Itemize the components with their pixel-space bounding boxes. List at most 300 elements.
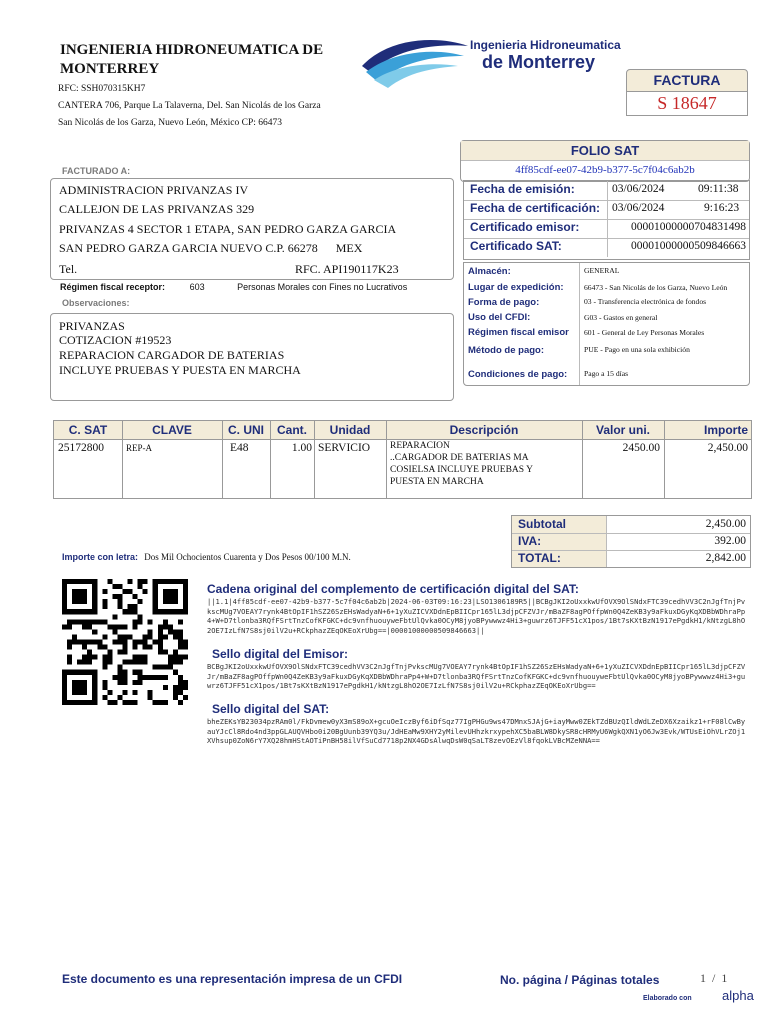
qr-module (122, 634, 127, 639)
observaciones-line: INCLUYE PRUEBAS Y PUESTA EN MARCHA (59, 363, 301, 377)
qr-module (133, 604, 138, 609)
cert-value: 00001000000704831498 (631, 221, 746, 233)
regimen-receptor-code: 603 (189, 282, 205, 292)
qr-module (168, 609, 173, 614)
qr-module (82, 660, 87, 665)
item-csat: 25172800 (58, 442, 104, 454)
qr-module (163, 650, 168, 655)
qr-module (128, 660, 133, 665)
qr-module (133, 660, 138, 665)
qr-module (117, 604, 122, 609)
qr-module (158, 624, 163, 629)
qr-module (97, 645, 102, 650)
qr-module (173, 650, 178, 655)
qr-module (72, 680, 77, 685)
qr-module (122, 690, 127, 695)
qr-module (102, 634, 107, 639)
logo-text-line1: Ingenieria Hidroneumatica (470, 38, 621, 52)
billto-tel: Tel. (59, 262, 78, 276)
qr-module (77, 639, 82, 644)
qr-module (72, 579, 77, 584)
info-value: Pago a 15 días (584, 369, 629, 378)
qr-module (128, 589, 133, 594)
qr-module (82, 680, 87, 685)
qr-module (173, 685, 178, 690)
qr-module (67, 655, 72, 660)
qr-module (77, 680, 82, 685)
qr-module (62, 680, 67, 685)
qr-module (163, 609, 168, 614)
qr-module (163, 619, 168, 624)
date-label: Fecha de certificación: (470, 201, 601, 215)
qr-module (82, 690, 87, 695)
item-description-line: COSIELSA INCLUYE PRUEBAS Y (390, 465, 533, 475)
qr-module (67, 670, 72, 675)
date-value: 03/06/2024 (612, 183, 665, 195)
company-logo (360, 36, 625, 88)
logo-text-line2: de Monterrey (482, 52, 596, 72)
qr-module (178, 609, 183, 614)
qr-module (112, 614, 117, 619)
qr-module (163, 700, 168, 705)
qr-module (72, 639, 77, 644)
qr-module (133, 655, 138, 660)
total-row-subtotal (512, 516, 750, 534)
qr-module (72, 670, 77, 675)
qr-module (163, 665, 168, 670)
qr-module (168, 624, 173, 629)
item-cuni: E48 (230, 442, 249, 454)
qr-module (138, 639, 143, 644)
qr-module (183, 680, 188, 685)
qr-module (92, 604, 97, 609)
total-value: 392.00 (714, 535, 746, 547)
qr-module (148, 629, 153, 634)
qr-module (62, 624, 67, 629)
cert-label: Certificado SAT: (470, 239, 562, 253)
qr-module (102, 685, 107, 690)
qr-module (87, 624, 92, 629)
qr-module (153, 639, 158, 644)
qr-module (128, 604, 133, 609)
item-unidad: SERVICIO (318, 442, 371, 454)
cadena-original-text: ||1.1|4ff85cdf-ee07-42b9-b377-5c7f04c6ab2b|2024-06-03T09:16:23|LSO1306189R5||BCBgJKI2oUxxkwUfOVX9OlSNdxFTC39cedhVV3C2nJgfTnjPvkscMUg7VOEAY7rynk4BtOpIF1hSZ26SzEHsWadyaN+6+1yXuZICVXDdnEpBIICpr165lL3djpCFZVJr/mBaZF8agPOffpWn0Q4ZeKB3y9aFkuxDGyKqXDBbWDhraPp4+W+D7tlonba3RQfFSrtTnzCofKFGKC+dc9vnfhuouyweFbtUlQvka0OCyM8jyoBPywwwz4Hi3+guwrz6TJFF51cX1pos/1Bt7sKXtBzN1917ePgdkH1/kNtzgL8hO2OE7IzLfN7S8sj0ilV2u+RCkphazZEqOKEoXrUbg==|00001000000509846663|| (207, 597, 746, 635)
sello-sat-title: Sello digital del SAT: (212, 702, 330, 716)
qr-module (62, 675, 67, 680)
info-label: Lugar de expedición: (468, 282, 564, 293)
importe-letra-label: Importe con letra: (62, 552, 139, 562)
qr-module (62, 700, 67, 705)
qr-module (107, 690, 112, 695)
info-label: Almacén: (468, 266, 511, 277)
qr-module (138, 655, 143, 660)
qr-module (72, 634, 77, 639)
col-header-unidad: Unidad (329, 423, 371, 437)
qr-module (77, 619, 82, 624)
qr-module (163, 675, 168, 680)
qr-module (143, 660, 148, 665)
qr-module (133, 690, 138, 695)
qr-module (122, 609, 127, 614)
qr-module (72, 609, 77, 614)
qr-module (92, 619, 97, 624)
totals-table (511, 515, 751, 568)
qr-module (183, 594, 188, 599)
qr-module (67, 645, 72, 650)
qr-module (67, 660, 72, 665)
qr-module (97, 619, 102, 624)
qr-module (138, 599, 143, 604)
date-value: 03/06/2024 (612, 202, 665, 214)
qr-module (153, 589, 158, 594)
qr-module (163, 685, 168, 690)
qr-module (87, 655, 92, 660)
qr-module (153, 599, 158, 604)
qr-module (138, 675, 143, 680)
qr-module (67, 579, 72, 584)
item-description-line: REPARACION (390, 441, 450, 451)
qr-module (72, 589, 77, 594)
qr-module (168, 665, 173, 670)
qr-module (77, 599, 82, 604)
qr-module (97, 639, 102, 644)
qr-module (148, 690, 153, 695)
qr-code-icon (62, 579, 188, 705)
wave-logo-icon (360, 36, 470, 88)
qr-module (92, 599, 97, 604)
qr-module (153, 584, 158, 589)
qr-module (163, 589, 168, 594)
qr-module (72, 700, 77, 705)
sello-emisor-title: Sello digital del Emisor: (212, 647, 349, 661)
qr-module (107, 624, 112, 629)
date-time: 9:16:23 (704, 202, 740, 214)
qr-module (92, 629, 97, 634)
qr-module (77, 670, 82, 675)
total-row-total (512, 550, 750, 567)
qr-module (92, 655, 97, 660)
info-value: G03 - Gastos en general (584, 313, 658, 322)
sello-emisor-text: BCBgJKI2oUxxkwUfOVX9OlSNdxFTC39cedhVV3C2nJgfTnjPvkscMUg7VOEAY7rynk4BtOpIF1hSZ26SzEHsWadyaN+6+1yXuZICVXDdnEpBIICpr165lL3djpCFZVJr/mBaZF8agPOffpWn0Q4ZeKB3y9aFkuxDGyKqXDBbWDhraPp4+W+D7tlonba3RQfFSrtTnzCofKFGKC+dc9vnfhuouyweFbtUlQvka0OCyM8jyoBPywwwz4Hi3+guwrz6TJFF51cX1pos/1Bt7sKXtBzN1917ePgdkH1/kNtzgL8hO2OE7IzLfN7S8sj0ilV2u+RCkphazZEqOKEoXrUbg== (207, 662, 746, 690)
qr-module (178, 655, 183, 660)
info-value: 66473 - San Nicolás de los Garza, Nuevo León (584, 283, 728, 292)
col-header-clave: CLAVE (152, 423, 192, 437)
qr-module (183, 639, 188, 644)
date-row-certificacion (464, 200, 749, 220)
qr-module (158, 609, 163, 614)
qr-module (178, 639, 183, 644)
qr-module (173, 579, 178, 584)
qr-module (92, 609, 97, 614)
fiscal-info-table (463, 262, 750, 386)
qr-module (143, 634, 148, 639)
qr-module (143, 579, 148, 584)
qr-module (168, 599, 173, 604)
folio-sat-box (460, 140, 750, 182)
qr-module (122, 645, 127, 650)
qr-module (62, 579, 67, 584)
billto-line: PRIVANZAS 4 SECTOR 1 ETAPA, SAN PEDRO GARZA GARCIA (59, 222, 397, 236)
qr-module (178, 629, 183, 634)
qr-module (183, 599, 188, 604)
qr-module (87, 609, 92, 614)
item-importe: 2,450.00 (707, 442, 748, 454)
qr-module (72, 594, 77, 599)
qr-module (117, 680, 122, 685)
qr-module (158, 675, 163, 680)
qr-module (62, 609, 67, 614)
qr-module (133, 700, 138, 705)
qr-module (117, 594, 122, 599)
item-cant: 1.00 (291, 442, 312, 454)
footer-page-count: 1 / 1 (700, 971, 728, 985)
qr-module (117, 665, 122, 670)
qr-module (77, 660, 82, 665)
item-description (390, 440, 533, 488)
billto-line: CALLEJON DE LAS PRIVANZAS 329 (59, 202, 255, 216)
qr-module (102, 599, 107, 604)
qr-module (87, 579, 92, 584)
qr-module (173, 660, 178, 665)
qr-module (87, 660, 92, 665)
date-label: Fecha de emisión: (470, 182, 575, 196)
qr-module (102, 695, 107, 700)
qr-module (72, 685, 77, 690)
qr-module (82, 624, 87, 629)
qr-module (102, 619, 107, 624)
qr-module (138, 584, 143, 589)
qr-module (92, 594, 97, 599)
qr-module (158, 634, 163, 639)
qr-module (168, 579, 173, 584)
qr-module (173, 599, 178, 604)
company-address-line2: San Nicolás de los Garza, Nuevo León, México CP: 66473 (58, 118, 282, 128)
qr-module (122, 700, 127, 705)
qr-module (77, 690, 82, 695)
qr-module (168, 594, 173, 599)
qr-module (138, 619, 143, 624)
qr-module (62, 690, 67, 695)
observaciones-box (50, 313, 454, 401)
qr-module (77, 589, 82, 594)
qr-module (183, 655, 188, 660)
qr-module (122, 624, 127, 629)
regimen-receptor-desc: Personas Morales con Fines no Lucrativos (237, 282, 408, 292)
qr-module (128, 700, 133, 705)
qr-module (183, 604, 188, 609)
qr-module (82, 619, 87, 624)
qr-module (62, 685, 67, 690)
info-label: Método de pago: (468, 345, 544, 356)
qr-module (173, 594, 178, 599)
qr-module (133, 594, 138, 599)
qr-module (122, 660, 127, 665)
qr-module (178, 660, 183, 665)
qr-module (183, 579, 188, 584)
qr-module (178, 579, 183, 584)
qr-module (117, 624, 122, 629)
qr-module (133, 609, 138, 614)
qr-module (128, 609, 133, 614)
qr-module (107, 650, 112, 655)
qr-module (133, 680, 138, 685)
col-header-importe: Importe (703, 423, 748, 437)
qr-module (168, 589, 173, 594)
qr-module (173, 670, 178, 675)
qr-module (102, 604, 107, 609)
qr-module (77, 594, 82, 599)
qr-module (148, 675, 153, 680)
qr-module (87, 700, 92, 705)
qr-module (112, 594, 117, 599)
qr-module (173, 589, 178, 594)
qr-module (128, 579, 133, 584)
qr-module (183, 685, 188, 690)
qr-module (133, 624, 138, 629)
qr-module (117, 670, 122, 675)
qr-module (173, 655, 178, 660)
qr-module (82, 670, 87, 675)
qr-module (112, 584, 117, 589)
qr-module (138, 579, 143, 584)
qr-module (67, 639, 72, 644)
qr-module (107, 655, 112, 660)
qr-module (87, 650, 92, 655)
qr-module (62, 599, 67, 604)
qr-module (158, 650, 163, 655)
qr-module (102, 680, 107, 685)
total-label: Subtotal (518, 517, 566, 531)
qr-module (67, 624, 72, 629)
footer-cfdi-note: Este documento es una representación impresa de un CFDI (62, 972, 403, 986)
col-header-csat: C. SAT (68, 423, 108, 437)
qr-module (143, 675, 148, 680)
qr-module (82, 594, 87, 599)
qr-module (178, 690, 183, 695)
qr-module (112, 639, 117, 644)
qr-module (117, 650, 122, 655)
qr-module (148, 619, 153, 624)
qr-module (107, 579, 112, 584)
billto-box (50, 178, 454, 280)
col-header-descripcion: Descripción (449, 423, 519, 437)
qr-module (163, 624, 168, 629)
qr-module (82, 609, 87, 614)
regimen-receptor-row (60, 282, 407, 292)
cert-label: Certificado emisor: (470, 220, 580, 234)
qr-module (102, 660, 107, 665)
qr-module (72, 599, 77, 604)
folio-sat-uuid: 4ff85cdf-ee07-42b9-b377-5c7f04c6ab2b (515, 164, 695, 176)
dates-table (463, 180, 750, 260)
qr-module (112, 700, 117, 705)
qr-module (138, 614, 143, 619)
qr-module (158, 629, 163, 634)
info-value: PUE - Pago en una sola exhibición (584, 345, 690, 354)
qr-module (133, 670, 138, 675)
qr-module (117, 675, 122, 680)
qr-module (92, 584, 97, 589)
importe-letra-value: Dos Mil Ochocientos Cuarenta y Dos Pesos 00/100 M.N. (144, 552, 351, 562)
qr-module (173, 695, 178, 700)
qr-module (143, 589, 148, 594)
qr-module (67, 619, 72, 624)
qr-module (62, 584, 67, 589)
qr-module (173, 690, 178, 695)
footer-page-label: No. página / Páginas totales (500, 973, 660, 987)
col-header-cuni: C. UNI (228, 423, 264, 437)
factura-number: S 18647 (626, 91, 748, 116)
item-description-line: ..CARGADOR DE BATERIAS MA (390, 453, 529, 463)
qr-module (168, 660, 173, 665)
qr-module (117, 634, 122, 639)
qr-module (173, 629, 178, 634)
qr-module (158, 665, 163, 670)
qr-module (143, 645, 148, 650)
qr-module (62, 594, 67, 599)
qr-module (92, 690, 97, 695)
qr-module (153, 604, 158, 609)
qr-module (122, 675, 127, 680)
qr-module (163, 594, 168, 599)
total-value: 2,450.00 (705, 518, 746, 530)
qr-module (148, 634, 153, 639)
qr-module (87, 639, 92, 644)
qr-module (92, 589, 97, 594)
factura-box (626, 69, 748, 119)
qr-module (67, 609, 72, 614)
qr-module (102, 645, 107, 650)
qr-module (92, 670, 97, 675)
qr-module (158, 639, 163, 644)
qr-module (178, 675, 183, 680)
qr-module (82, 579, 87, 584)
qr-module (183, 609, 188, 614)
info-label: Forma de pago: (468, 297, 540, 308)
qr-module (92, 675, 97, 680)
qr-module (77, 609, 82, 614)
qr-module (87, 670, 92, 675)
qr-module (133, 645, 138, 650)
qr-module (92, 579, 97, 584)
qr-module (138, 660, 143, 665)
qr-module (133, 639, 138, 644)
qr-module (178, 645, 183, 650)
factura-label: FACTURA (626, 69, 748, 92)
qr-module (102, 655, 107, 660)
qr-module (117, 584, 122, 589)
qr-module (92, 695, 97, 700)
qr-module (82, 639, 87, 644)
qr-module (168, 629, 173, 634)
qr-module (62, 695, 67, 700)
qr-module (153, 609, 158, 614)
date-row-emision (464, 181, 749, 201)
qr-module (72, 690, 77, 695)
item-description-line: PUESTA EN MARCHA (390, 477, 484, 487)
qr-module (168, 655, 173, 660)
qr-module (92, 680, 97, 685)
company-rfc: RFC: SSH070315KH7 (58, 84, 146, 94)
col-header-cant: Cant. (277, 423, 307, 437)
cert-value: 00001000000509846663 (631, 240, 746, 252)
qr-module (107, 660, 112, 665)
qr-module (148, 645, 153, 650)
qr-module (112, 629, 117, 634)
info-label: Condiciones de pago: (468, 369, 568, 380)
qr-module (143, 639, 148, 644)
qr-module (77, 685, 82, 690)
